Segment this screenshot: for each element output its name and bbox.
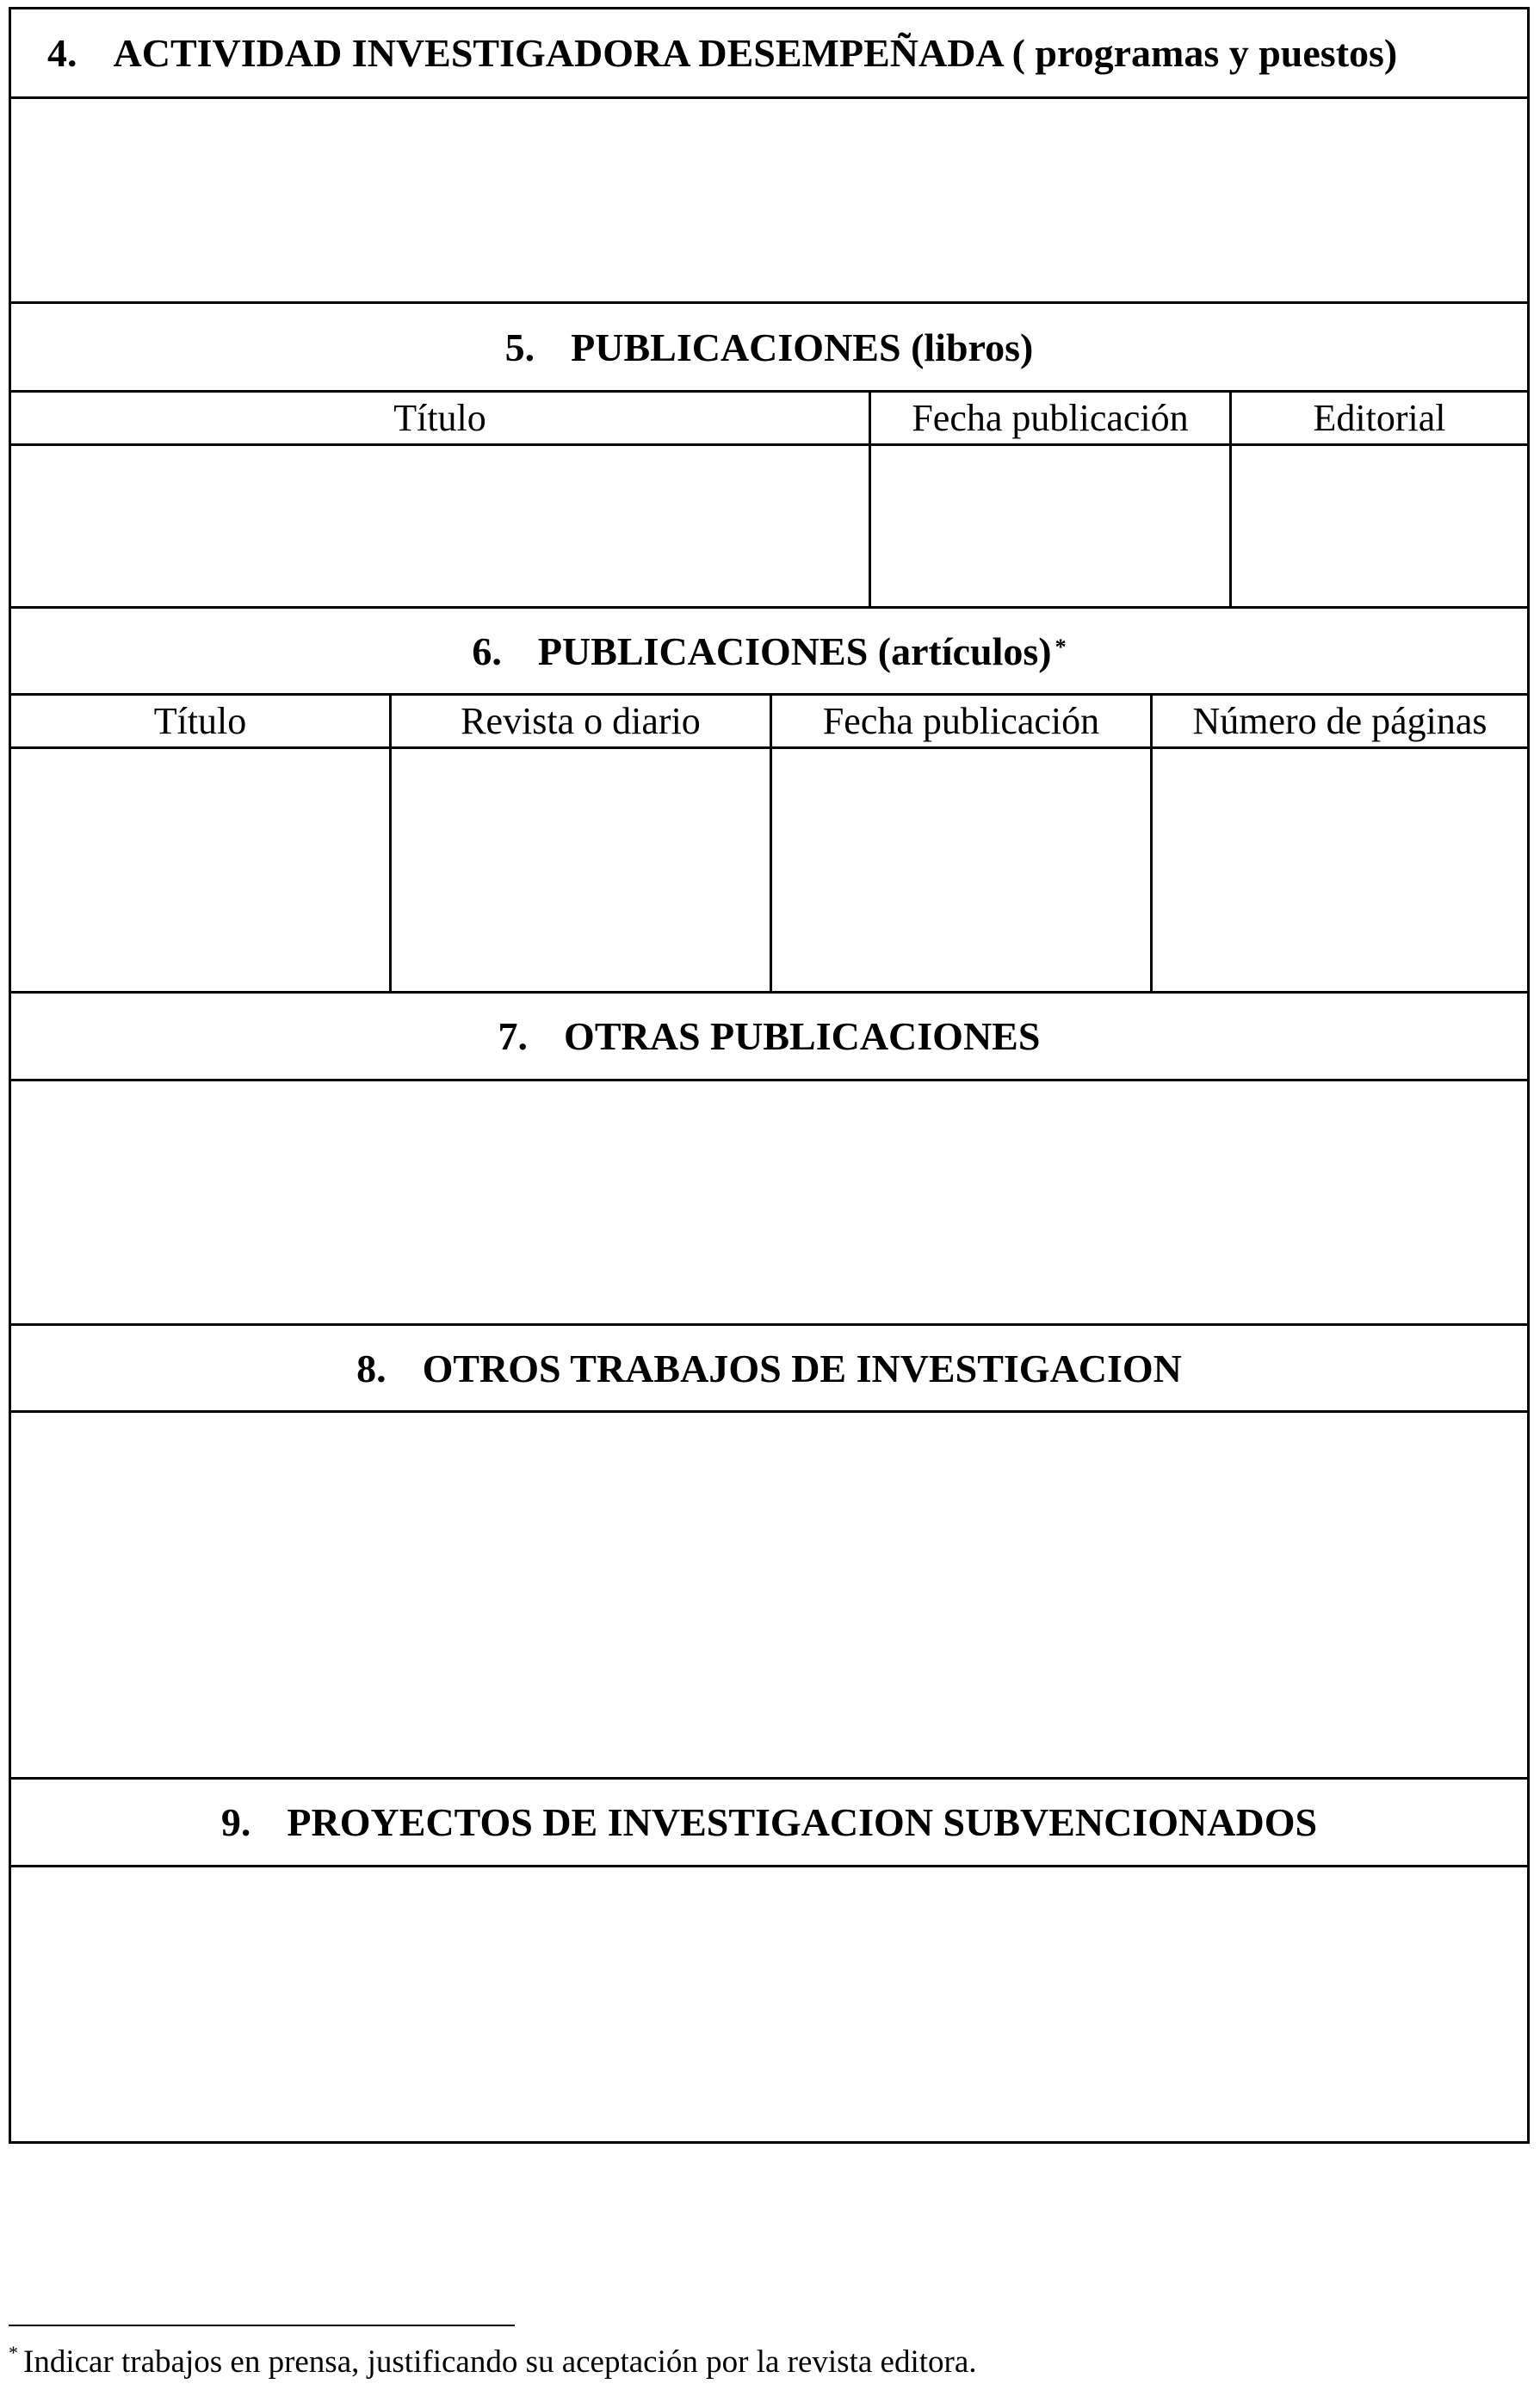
footnote-marker: * xyxy=(9,2342,18,2363)
section-7-field[interactable] xyxy=(11,1081,1527,1326)
section-7-title: OTRAS PUBLICACIONES xyxy=(564,1014,1041,1058)
section-6-number: 6. xyxy=(472,628,502,673)
books-titulo-cell[interactable] xyxy=(11,446,871,606)
section-5-header xyxy=(11,304,1527,393)
section-6-footnote-marker: * xyxy=(1054,635,1067,659)
section-7-number: 7. xyxy=(498,1014,529,1058)
books-editorial-cell[interactable] xyxy=(1232,446,1527,606)
section-6-title: PUBLICACIONES (artículos) xyxy=(537,628,1052,673)
section-7-header xyxy=(11,994,1527,1081)
section-9-header xyxy=(11,1780,1527,1867)
section-4-header xyxy=(11,9,1527,99)
footnote-text: Indicar trabajos en prensa, justificando su aceptación por la revista editora. xyxy=(23,2344,977,2380)
section-4-field[interactable] xyxy=(11,99,1527,304)
section-5-number: 5. xyxy=(504,325,535,369)
section-6-column-headers xyxy=(11,696,1527,749)
section-5-title: PUBLICACIONES (libros) xyxy=(571,325,1034,369)
footnote xyxy=(9,2344,977,2381)
section-5-entry-row xyxy=(11,446,1527,609)
section-8-header xyxy=(11,1326,1527,1413)
articles-titulo-cell[interactable] xyxy=(11,749,392,991)
section-4-title: ACTIVIDAD INVESTIGADORA DESEMPEÑADA ( programas y puestos) xyxy=(113,31,1398,75)
section-6-entry-row xyxy=(11,749,1527,994)
articles-col-paginas: Número de páginas xyxy=(1192,700,1487,742)
section-4-number: 4. xyxy=(47,31,77,75)
section-6-header xyxy=(11,609,1527,696)
section-8-field[interactable] xyxy=(11,1413,1527,1780)
footnote-separator xyxy=(9,2325,515,2326)
articles-col-titulo: Título xyxy=(11,696,392,746)
section-9-number: 9. xyxy=(220,1800,251,1844)
books-col-editorial: Editorial xyxy=(1313,397,1446,439)
section-8-number: 8. xyxy=(356,1346,387,1390)
books-fecha-cell[interactable] xyxy=(871,446,1232,606)
articles-col-fecha: Fecha publicación xyxy=(772,696,1153,746)
section-8-title: OTROS TRABAJOS DE INVESTIGACION xyxy=(422,1346,1182,1390)
form-frame xyxy=(9,7,1530,2144)
articles-paginas-cell[interactable] xyxy=(1153,749,1527,991)
articles-col-revista: Revista o diario xyxy=(392,696,772,746)
section-5-column-headers xyxy=(11,393,1527,446)
books-col-titulo: Título xyxy=(11,393,871,443)
articles-fecha-cell[interactable] xyxy=(772,749,1153,991)
section-9-field[interactable] xyxy=(11,1867,1527,2141)
section-9-title: PROYECTOS DE INVESTIGACION SUBVENCIONADOS xyxy=(287,1800,1318,1844)
books-col-fecha: Fecha publicación xyxy=(871,393,1232,443)
articles-revista-cell[interactable] xyxy=(392,749,772,991)
